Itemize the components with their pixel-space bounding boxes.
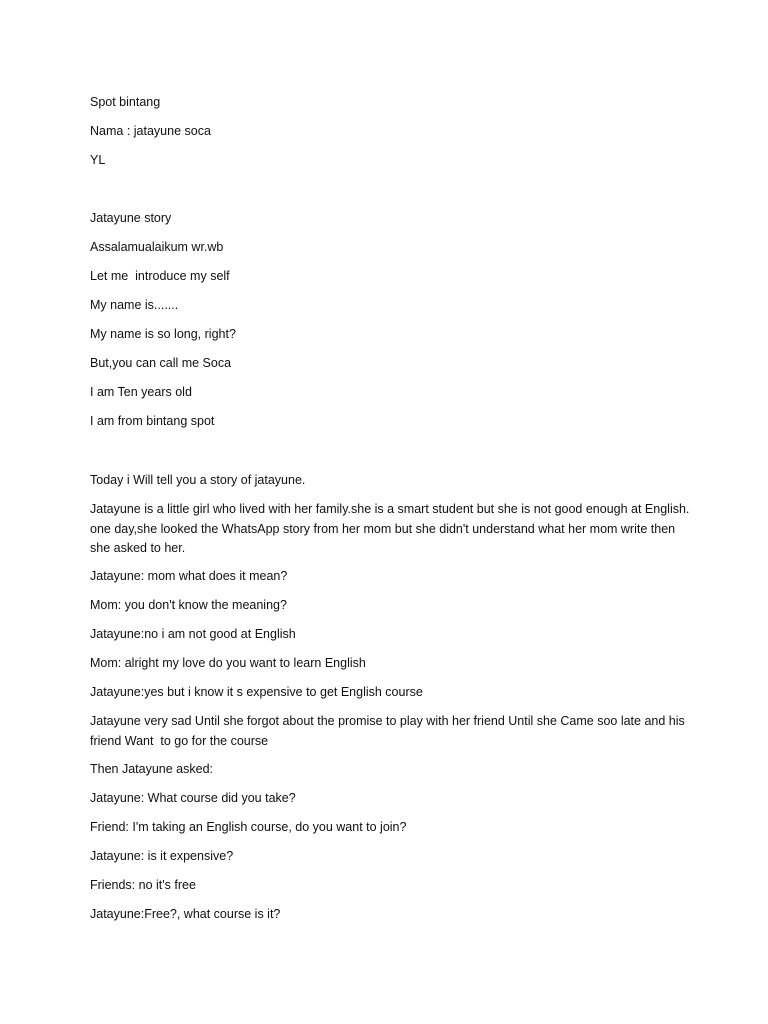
intro-line: Let me introduce my self — [90, 269, 230, 283]
story-paragraph: Jatayune very sad Until she forgot about the promise to play with her friend Until she Came soo late and his friend Want to go for the course — [90, 714, 689, 748]
intro-line: I am from bintang spot — [90, 414, 215, 428]
student-class: YL — [90, 153, 106, 167]
dialogue-line: Jatayune: is it expensive? — [90, 849, 234, 863]
dialogue-line: Jatayune:Free?, what course is it? — [90, 907, 281, 921]
dialogue-line: Jatayune: What course did you take? — [90, 791, 296, 805]
dialogue-line: Then Jatayune asked: — [90, 762, 213, 776]
intro-line: Assalamualaikum wr.wb — [90, 240, 224, 254]
intro-line: My name is....... — [90, 298, 179, 312]
dialogue-line: Jatayune: mom what does it mean? — [90, 569, 288, 583]
dialogue-line: Mom: alright my love do you want to learn English — [90, 656, 366, 670]
intro-line: But,you can call me Soca — [90, 356, 232, 370]
dialogue-line: Jatayune:no i am not good at English — [90, 627, 296, 641]
intro-line: I am Ten years old — [90, 385, 192, 399]
dialogue-line: Mom: you don't know the meaning? — [90, 598, 287, 612]
student-name: Nama : jatayune soca — [90, 124, 211, 138]
story-paragraph: Jatayune is a little girl who lived with her family.she is a smart student but she is not good enough at English. one day,she looked the WhatsApp story from her mom but she didn't understand what her mom write then she asked to her. — [90, 502, 693, 555]
document-title: Spot bintang — [90, 95, 161, 109]
story-heading: Jatayune story — [90, 211, 172, 225]
intro-line: My name is so long, right? — [90, 327, 236, 341]
story-paragraph: Today i Will tell you a story of jatayune. — [90, 473, 306, 487]
dialogue-line: Friends: no it's free — [90, 878, 196, 892]
dialogue-line: Jatayune:yes but i know it s expensive to get English course — [90, 685, 423, 699]
dialogue-line: Friend: I'm taking an English course, do you want to join? — [90, 820, 407, 834]
